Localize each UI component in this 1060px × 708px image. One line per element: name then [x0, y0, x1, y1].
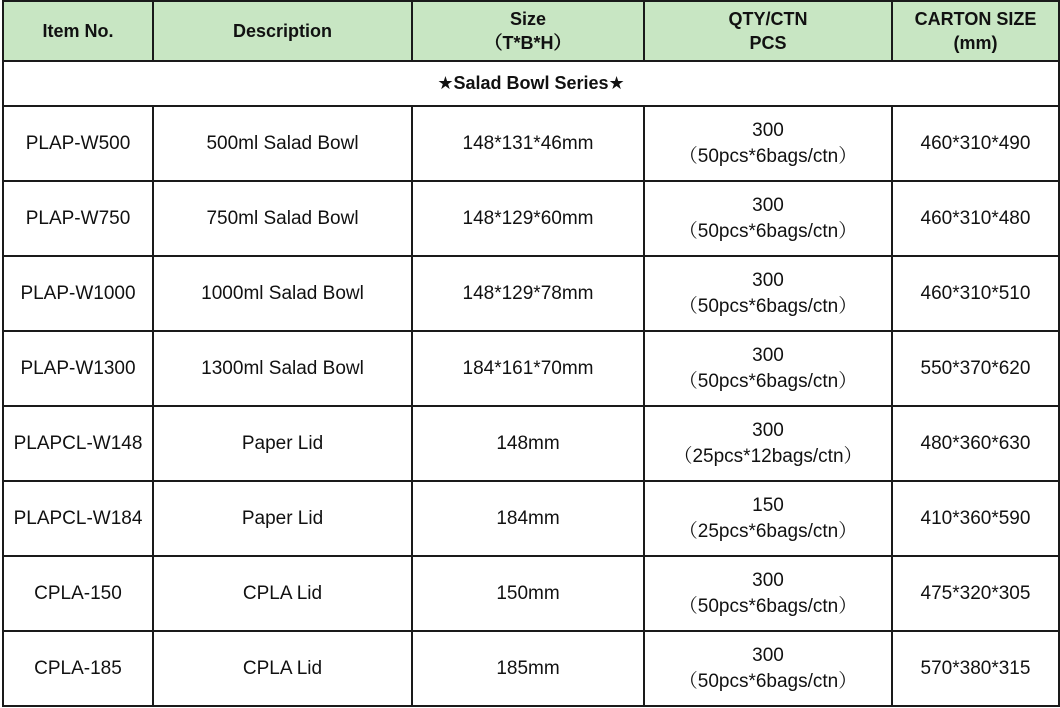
cell-qty: [644, 406, 892, 481]
table-row: [3, 106, 1059, 181]
table-body: [3, 61, 1059, 706]
cell-size: 185mm: [412, 631, 644, 706]
header-carton-label: CARTON SIZE: [914, 9, 1037, 29]
table-header: [3, 1, 1059, 61]
table-row: [3, 331, 1059, 406]
cell-description: CPLA Lid: [153, 556, 412, 631]
cell-carton-size: 410*360*590: [892, 481, 1059, 556]
header-item-no: [3, 1, 153, 61]
header-carton-size: [892, 1, 1059, 61]
cell-description: 500ml Salad Bowl: [153, 106, 412, 181]
cell-item-no: PLAP-W1000: [3, 256, 153, 331]
pack-detail: （50pcs*6bags/ctn）: [678, 370, 858, 392]
cell-item-no: PLAP-W1300: [3, 331, 153, 406]
cell-qty: [644, 481, 892, 556]
qty-value: 300: [752, 269, 784, 291]
table-row: [3, 631, 1059, 706]
cell-size: 148*131*46mm: [412, 106, 644, 181]
pack-detail: （25pcs*6bags/ctn）: [678, 520, 858, 542]
cell-qty: [644, 631, 892, 706]
cell-carton-size: 570*380*315: [892, 631, 1059, 706]
cell-description: Paper Lid: [153, 406, 412, 481]
series-title: ★Salad Bowl Series★: [3, 61, 1059, 106]
header-qty-unit: PCS: [749, 33, 787, 53]
cell-size: 150mm: [412, 556, 644, 631]
qty-value: 300: [752, 644, 784, 666]
header-size-unit: （T*B*H）: [484, 33, 572, 53]
product-spec-table: [2, 0, 1060, 707]
table-row: [3, 481, 1059, 556]
cell-qty: [644, 256, 892, 331]
cell-size: 148*129*78mm: [412, 256, 644, 331]
table-row: [3, 181, 1059, 256]
cell-qty: [644, 331, 892, 406]
cell-carton-size: 460*310*480: [892, 181, 1059, 256]
cell-qty: [644, 556, 892, 631]
cell-description: CPLA Lid: [153, 631, 412, 706]
cell-carton-size: 480*360*630: [892, 406, 1059, 481]
series-row: [3, 61, 1059, 106]
cell-size: 148*129*60mm: [412, 181, 644, 256]
qty-value: 300: [752, 194, 784, 216]
header-size: [412, 1, 644, 61]
cell-carton-size: 460*310*510: [892, 256, 1059, 331]
pack-detail: （50pcs*6bags/ctn）: [678, 220, 858, 242]
qty-value: 300: [752, 344, 784, 366]
qty-value: 300: [752, 419, 784, 441]
qty-value: 150: [752, 494, 784, 516]
cell-description: Paper Lid: [153, 481, 412, 556]
cell-size: 148mm: [412, 406, 644, 481]
header-description: [153, 1, 412, 61]
header-size-label: Size: [509, 9, 547, 29]
header-qty-label: QTY/CTN: [728, 9, 808, 29]
cell-description: 1000ml Salad Bowl: [153, 256, 412, 331]
cell-qty: [644, 106, 892, 181]
cell-qty: [644, 181, 892, 256]
qty-value: 300: [752, 119, 784, 141]
qty-value: 300: [752, 569, 784, 591]
cell-description: 750ml Salad Bowl: [153, 181, 412, 256]
header-row: [3, 1, 1059, 61]
pack-detail: （25pcs*12bags/ctn）: [673, 445, 863, 467]
table-row: [3, 556, 1059, 631]
pack-detail: （50pcs*6bags/ctn）: [678, 145, 858, 167]
cell-item-no: PLAP-W500: [3, 106, 153, 181]
pack-detail: （50pcs*6bags/ctn）: [678, 670, 858, 692]
cell-item-no: PLAPCL-W184: [3, 481, 153, 556]
cell-description: 1300ml Salad Bowl: [153, 331, 412, 406]
table-row: [3, 406, 1059, 481]
cell-item-no: CPLA-185: [3, 631, 153, 706]
header-qty: [644, 1, 892, 61]
cell-carton-size: 475*320*305: [892, 556, 1059, 631]
pack-detail: （50pcs*6bags/ctn）: [678, 595, 858, 617]
pack-detail: （50pcs*6bags/ctn）: [678, 295, 858, 317]
header-item-no-label: Item No.: [42, 21, 114, 41]
cell-size: 184mm: [412, 481, 644, 556]
table-row: [3, 256, 1059, 331]
cell-size: 184*161*70mm: [412, 331, 644, 406]
cell-item-no: CPLA-150: [3, 556, 153, 631]
cell-item-no: PLAPCL-W148: [3, 406, 153, 481]
header-carton-unit: (mm): [953, 33, 998, 53]
cell-carton-size: 550*370*620: [892, 331, 1059, 406]
header-description-label: Description: [232, 21, 333, 41]
cell-item-no: PLAP-W750: [3, 181, 153, 256]
cell-carton-size: 460*310*490: [892, 106, 1059, 181]
